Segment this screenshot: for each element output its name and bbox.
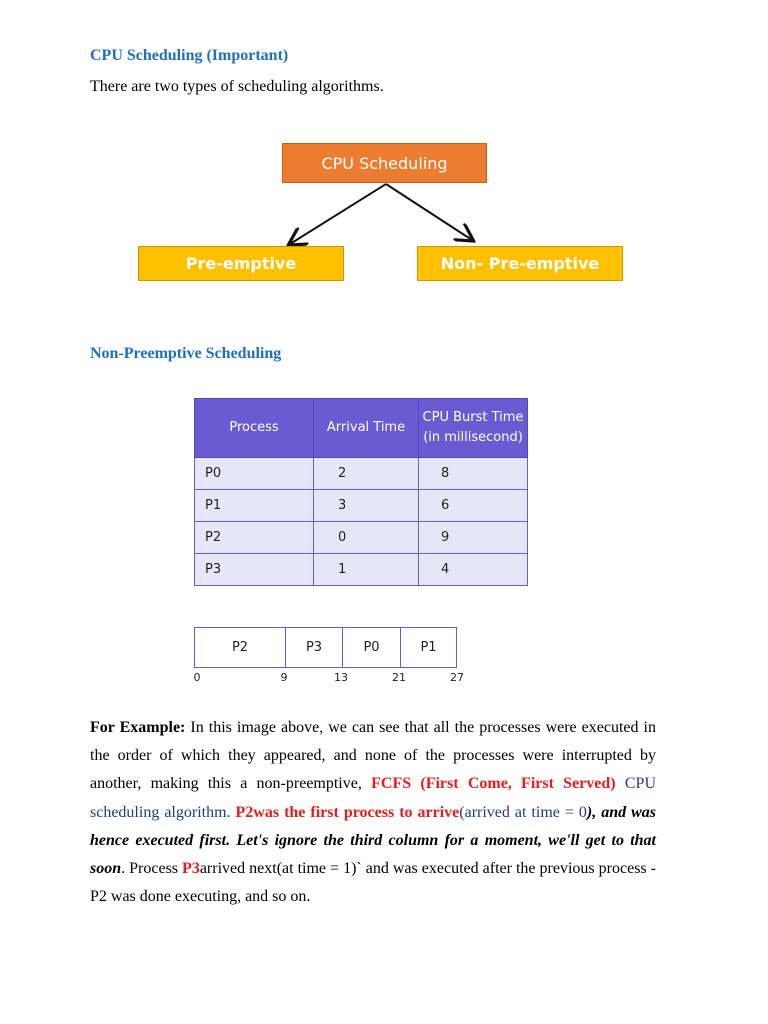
table-header-burst-line2: (in millisecond) [423, 430, 523, 445]
cell-arrival: 0 [314, 522, 419, 554]
cell-process: P2 [195, 522, 314, 554]
preemptive-box: Pre-emptive [138, 246, 344, 281]
cell-arrival: 3 [314, 490, 419, 522]
paragraph-text: arrived next(at time = 1)` and was executed after the previous process - P2 was done executing, and so on. [90, 860, 656, 906]
paragraph-text: (arrived at time = 0 [459, 803, 587, 821]
cpu-scheduling-box: CPU Scheduling [282, 143, 487, 183]
table-row [195, 522, 528, 554]
cell-burst: 6 [419, 490, 528, 522]
heading-non-preemptive: Non-Preemptive Scheduling [90, 345, 282, 362]
p3-highlight: P3 [182, 860, 200, 878]
table-header-burst [419, 399, 528, 458]
cell-burst: 8 [419, 458, 528, 490]
cell-burst: 4 [419, 554, 528, 586]
table-header-burst-line1: CPU Burst Time [422, 410, 524, 425]
gantt-chart [194, 627, 457, 668]
gantt-tick: 27 [450, 671, 464, 684]
table-row [195, 554, 528, 586]
table-row [195, 458, 528, 490]
paragraph-text: In this image above, we can see that all the processes were executed in the order of which they appeared, and none of the processes were interrupted by another, making this a non-preemptive, [90, 719, 656, 793]
gantt-tick: 0 [193, 671, 201, 684]
table-header-arrival: Arrival Time [314, 399, 419, 458]
cell-arrival: 1 [314, 554, 419, 586]
example-label: For Example: [90, 719, 186, 736]
gantt-tick: 9 [280, 671, 288, 684]
paragraph-text: CPU scheduling algorithm. [90, 775, 657, 821]
cell-burst: 9 [419, 522, 528, 554]
gantt-tick: 21 [392, 671, 406, 684]
table-row [195, 490, 528, 522]
gantt-segment: P2 [194, 627, 285, 668]
example-paragraph [90, 714, 656, 911]
fcfs-term: FCFS (First Come, First Served) [371, 775, 616, 793]
cell-process: P3 [195, 554, 314, 586]
gantt-tick: 13 [334, 671, 348, 684]
process-table [194, 398, 528, 586]
cell-process: P1 [195, 490, 314, 522]
paragraph-text: . Process [121, 860, 183, 878]
table-header-process: Process [195, 399, 314, 458]
cell-arrival: 2 [314, 458, 419, 490]
p2-highlight: P2was the first process to arrive [235, 803, 460, 821]
gantt-segment: P1 [400, 627, 457, 668]
cell-process: P0 [195, 458, 314, 490]
emphasis-text: ), and was hence executed first. Let's ignore the third column for a moment, we'll get to that soon [90, 803, 657, 878]
gantt-segment: P3 [285, 627, 342, 668]
gantt-segment: P0 [342, 627, 400, 668]
intro-text: There are two types of scheduling algorithms. [90, 78, 384, 95]
non-preemptive-box: Non- Pre-emptive [417, 246, 623, 281]
heading-cpu-scheduling: CPU Scheduling (Important) [90, 47, 289, 64]
